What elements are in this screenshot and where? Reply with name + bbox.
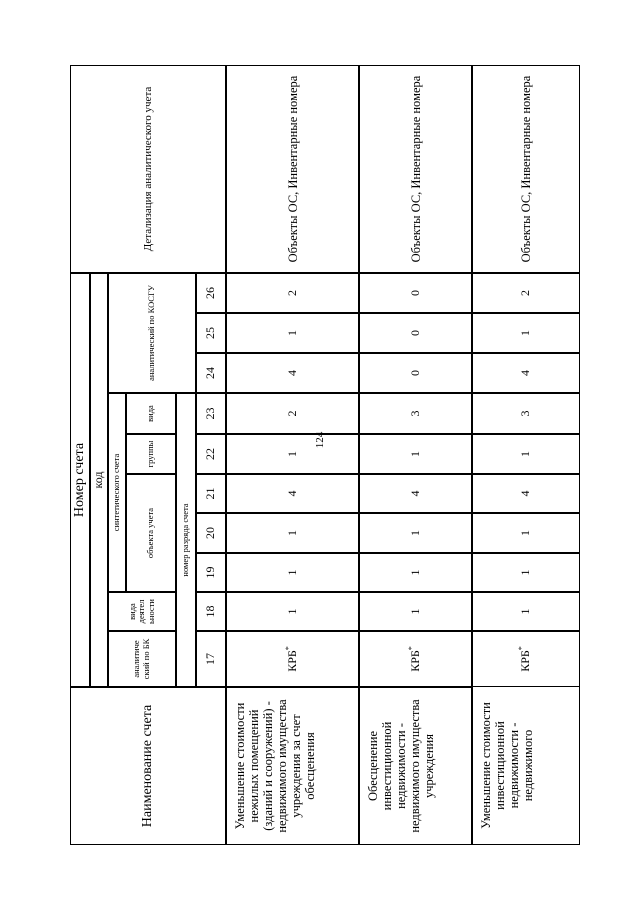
header-group: группы bbox=[126, 434, 176, 474]
digit-20: 20 bbox=[196, 513, 226, 553]
header-kosgu: аналитический по КОСГУ bbox=[108, 273, 196, 393]
row-2-value: 1 bbox=[359, 592, 472, 631]
header-kind: вида bbox=[126, 393, 176, 434]
row-1-value: 1 bbox=[226, 592, 359, 631]
row-1-name: Уменьшение стоимости нежилых помещений (зданий и сооружений) - недвижимого имущества учреждения за счет обесценения bbox=[226, 687, 359, 845]
digit-21: 21 bbox=[196, 474, 226, 513]
row-1-value: 1 bbox=[226, 434, 359, 474]
row-3-value: 3 bbox=[472, 393, 580, 434]
page-number: 124 bbox=[314, 431, 326, 449]
row-3-name: Уменьшение стоимости инвестиционной недвижимости - недвижимого bbox=[472, 687, 580, 845]
digit-19: 19 bbox=[196, 553, 226, 592]
row-2-value: 1 bbox=[359, 513, 472, 553]
row-2-value: 1 bbox=[359, 553, 472, 592]
header-account-number: Номер счета bbox=[70, 273, 90, 687]
row-2-code: КРБ* bbox=[359, 631, 472, 687]
digit-18: 18 bbox=[196, 592, 226, 631]
account-table bbox=[70, 65, 580, 845]
digit-17: 17 bbox=[196, 631, 226, 687]
row-3-value: 1 bbox=[472, 434, 580, 474]
header-activity: вида деятел ьности bbox=[108, 592, 176, 631]
row-3-value: 2 bbox=[472, 273, 580, 313]
header-code: код bbox=[90, 273, 108, 687]
row-2-value: 0 bbox=[359, 273, 472, 313]
header-digit-number: номер разряда счета bbox=[176, 393, 196, 687]
row-2-detail: Объекты ОС, Инвентарные номера bbox=[359, 65, 472, 273]
row-1-value: 4 bbox=[226, 474, 359, 513]
digit-22: 22 bbox=[196, 434, 226, 474]
row-3-value: 4 bbox=[472, 353, 580, 393]
header-synthetic: синтетического счета bbox=[108, 393, 126, 592]
digit-24: 24 bbox=[196, 353, 226, 393]
row-3-detail: Объекты ОС, Инвентарные номера bbox=[472, 65, 580, 273]
digit-25: 25 bbox=[196, 313, 226, 353]
row-2-value: 3 bbox=[359, 393, 472, 434]
row-1-value: 1 bbox=[226, 553, 359, 592]
row-2-name: Обесценение инвестиционной недвижимости - недвижимого имущества учреждения bbox=[359, 687, 472, 845]
row-3-value: 1 bbox=[472, 592, 580, 631]
row-3-value: 4 bbox=[472, 474, 580, 513]
digit-23: 23 bbox=[196, 393, 226, 434]
row-1-code: КРБ* bbox=[226, 631, 359, 687]
row-3-code: КРБ* bbox=[472, 631, 580, 687]
header-detail: Детализация аналитического учета bbox=[70, 65, 226, 273]
row-3-value: 1 bbox=[472, 313, 580, 353]
row-3-value: 1 bbox=[472, 553, 580, 592]
header-account-name: Наименование счета bbox=[70, 687, 226, 845]
row-2-value: 0 bbox=[359, 313, 472, 353]
row-2-value: 1 bbox=[359, 434, 472, 474]
row-1-detail: Объекты ОС, Инвентарные номера bbox=[226, 65, 359, 273]
row-1-value: 2 bbox=[226, 393, 359, 434]
row-1-value: 1 bbox=[226, 313, 359, 353]
row-1-value: 2 bbox=[226, 273, 359, 313]
header-object: объекта учета bbox=[126, 474, 176, 592]
row-3-value: 1 bbox=[472, 513, 580, 553]
row-1-value: 1 bbox=[226, 513, 359, 553]
row-2-value: 4 bbox=[359, 474, 472, 513]
row-2-value: 0 bbox=[359, 353, 472, 393]
digit-26: 26 bbox=[196, 273, 226, 313]
header-analytic-bk: аналитиче ский по БК bbox=[108, 631, 176, 687]
row-1-value: 4 bbox=[226, 353, 359, 393]
